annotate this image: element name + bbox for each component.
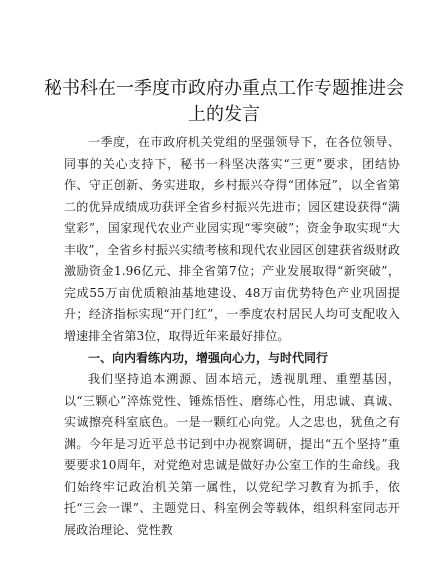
document-title: 秘书科在一季度市政府办重点工作专题推进会上的发言 bbox=[44, 78, 404, 125]
intro-paragraph: 一季度，在市政府机关党组的坚强领导下，在各位领导、同事的关心支持下，秘书一科坚决落实“三更”要求，团结协作、守正创新、务实进取，乡村振兴夺得“团体冠”，以全省第二的优异成绩成功获评全省乡村振兴先进市；园区建设获得“满堂彩”，国家现代农业产业园实现“零突破”；资金争取实现“大丰收”，全省乡村振兴实绩考核和现代农业园区创建获省级财政激励资金1.96亿元、排全省第7位；产业发展取得“新突破”，完成55万亩优质粮油基地建设、48万亩优势特色产业巩固提升；经济指标实现“开门红”，一季度农村居民人均可支配收入增速排全省第3位，取得近年来最好排位。 bbox=[64, 135, 400, 343]
document-body bbox=[64, 132, 400, 541]
section-paragraph: 我们坚持追本溯源、固本培元，透视肌理、重塑基因，以“三颗心”淬炼党性、锤炼悟性、磨练心性，用忠诚、真诚、实诚擦亮科室底色。一是一颗红心向党。人之忠也，犹鱼之有渊。今年是习近平总书记到中办视察调研，提出“五个坚持”重要要求10周年，对党绝对忠诚是做好办公室工作的生命线。我们始终牢记政治机关第一属性，以党纪学习教育为抓手，依托“三会一课”、主题党日、科室例会等载体，组织科室同志开展政治理论、党性教 bbox=[64, 372, 400, 537]
section-heading: 一、向内看练内功，增强向心力，与时代同行 bbox=[88, 351, 329, 365]
